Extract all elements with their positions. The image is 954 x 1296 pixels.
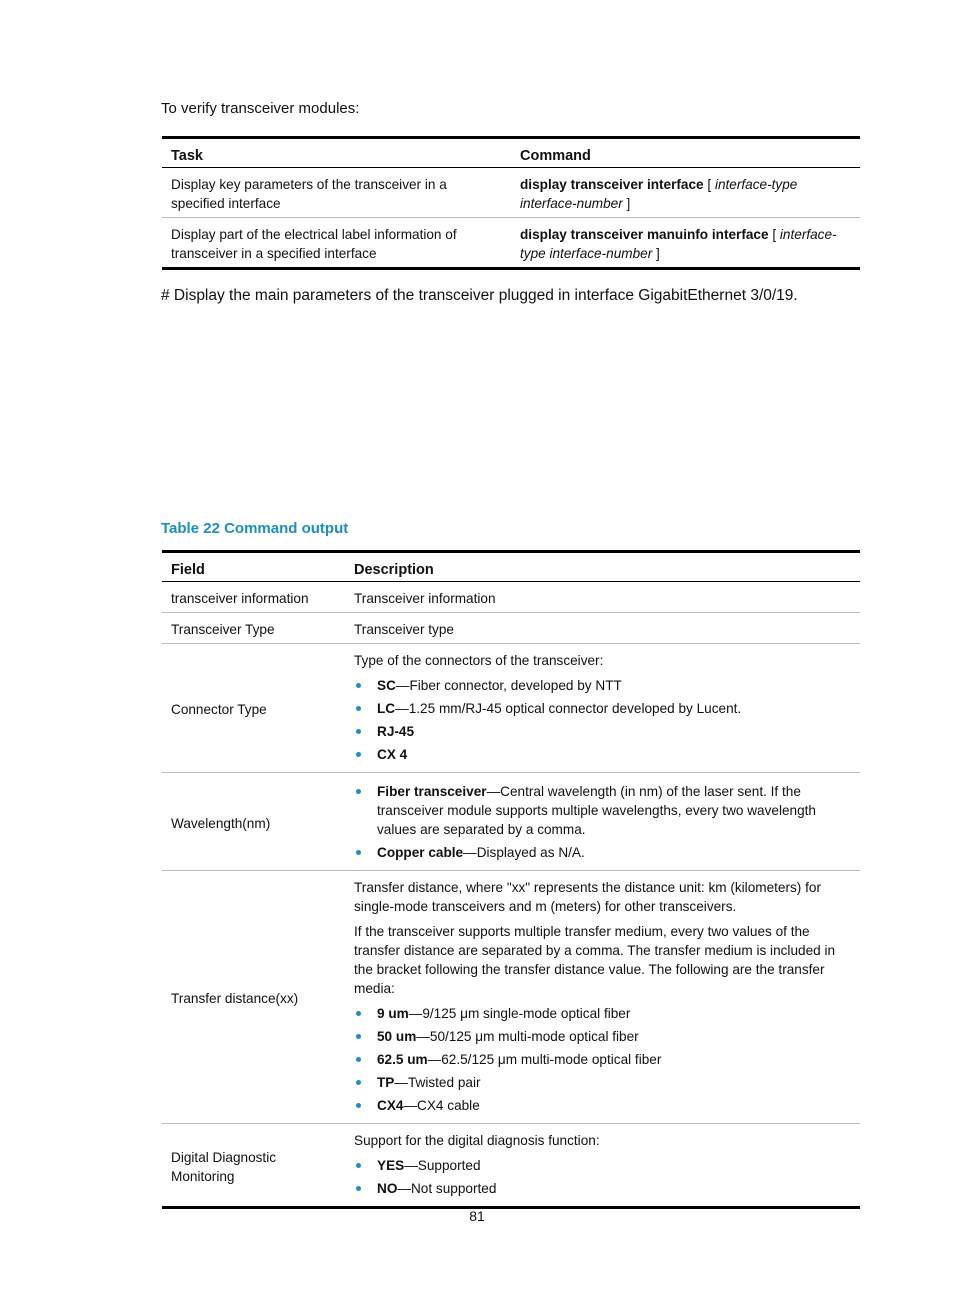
list-item <box>354 1004 852 1023</box>
item-text: —Not supported <box>397 1181 497 1196</box>
description-intro: Type of the connectors of the transceiver: <box>354 653 604 668</box>
item-text: —Twisted pair <box>394 1075 481 1090</box>
bullet-icon <box>356 1163 361 1168</box>
item-text: —CX4 cable <box>403 1098 480 1113</box>
table-row <box>162 582 860 613</box>
bracket-close: ] <box>622 196 631 211</box>
list-item <box>354 745 852 764</box>
bullet-icon <box>356 1080 361 1085</box>
bullet-icon <box>356 1034 361 1039</box>
description-cell: Transceiver information <box>345 582 860 613</box>
header-task: Task <box>162 138 511 168</box>
command-cell <box>511 218 860 269</box>
list-item <box>354 843 852 862</box>
intro-text: To verify transceiver modules: <box>161 100 360 117</box>
field-cell: Connector Type <box>162 644 345 773</box>
description-cell <box>345 773 860 871</box>
description-cell <box>345 871 860 1124</box>
item-term: YES <box>377 1158 405 1173</box>
item-term: SC <box>377 678 396 693</box>
item-text: —50/125 μm multi-mode optical fiber <box>416 1029 639 1044</box>
list-item <box>354 1179 852 1198</box>
bullet-list <box>354 676 852 764</box>
description-paragraph: Transfer distance, where "xx" represents the distance unit: km (kilometers) for single-mode transceivers and m (meters) for other transceivers. <box>354 880 821 914</box>
header-field: Field <box>162 552 345 582</box>
table-row <box>162 218 860 269</box>
task-cell: Display part of the electrical label information of transceiver in a specified interface <box>171 227 457 261</box>
description-cell <box>345 644 860 773</box>
table-row <box>162 871 860 1124</box>
page-number: 81 <box>469 1208 485 1224</box>
command-argument: interface-type interface-number <box>520 177 798 211</box>
field-cell: Transfer distance(xx) <box>162 871 345 1124</box>
bullet-list <box>354 1004 852 1115</box>
task-cell: Display key parameters of the transceiver in a specified interface <box>162 168 511 218</box>
list-item <box>354 1027 852 1046</box>
command-keyword: display transceiver interface <box>520 177 704 192</box>
header-description: Description <box>345 552 860 582</box>
description-cell <box>345 1124 860 1208</box>
list-item <box>354 722 852 741</box>
item-term: RJ-45 <box>377 724 415 739</box>
list-item <box>354 1156 852 1175</box>
table-row <box>162 1124 860 1208</box>
item-term: Copper cable <box>377 845 464 860</box>
table-caption: Table 22 Command output <box>161 520 349 537</box>
item-term: 9 um <box>377 1006 409 1021</box>
bracket-open: [ <box>703 177 715 192</box>
table-row <box>162 613 860 644</box>
header-command: Command <box>511 138 860 168</box>
description-cell: Transceiver type <box>345 613 860 644</box>
table-row <box>162 644 860 773</box>
field-cell: Wavelength(nm) <box>162 773 345 871</box>
field-cell: Digital Diagnostic Monitoring <box>171 1149 277 1184</box>
command-argument: interface-type interface-number <box>520 227 837 261</box>
item-term: CX4 <box>377 1098 404 1113</box>
item-term: Fiber transceiver <box>377 784 487 799</box>
bullet-list <box>354 782 852 862</box>
item-term: CX 4 <box>377 747 408 762</box>
bullet-icon <box>356 683 361 688</box>
command-keyword: display transceiver manuinfo interface <box>520 227 769 242</box>
command-output-table <box>162 550 860 1209</box>
item-term: 50 um <box>377 1029 417 1044</box>
list-item <box>354 676 852 695</box>
item-text: —1.25 mm/RJ-45 optical connector developed by Lucent. <box>395 701 742 716</box>
verify-command-table <box>162 136 860 270</box>
list-item <box>354 1073 852 1092</box>
item-text: —9/125 μm single-mode optical fiber <box>408 1006 631 1021</box>
item-text: —Displayed as N/A. <box>463 845 585 860</box>
list-item <box>354 1050 852 1069</box>
example-note: # Display the main parameters of the transceiver plugged in interface GigabitEthernet 3/0/19. <box>161 287 798 304</box>
item-text: —Supported <box>404 1158 481 1173</box>
table-row <box>162 773 860 871</box>
item-term: 62.5 um <box>377 1052 428 1067</box>
item-term: TP <box>377 1075 395 1090</box>
description-paragraph: If the transceiver supports multiple transfer medium, every two values of the transfer distance are separated by a comma. The transfer medium is included in the bracket following the transfer distance value. The following are the transfer media: <box>354 924 836 996</box>
bullet-list <box>354 1156 852 1198</box>
bullet-icon <box>356 1103 361 1108</box>
bullet-icon <box>356 1186 361 1191</box>
bracket-open: [ <box>768 227 780 242</box>
list-item <box>354 1096 852 1115</box>
item-text: —Fiber connector, developed by NTT <box>395 678 622 693</box>
command-cell <box>511 168 860 218</box>
bullet-icon <box>356 850 361 855</box>
list-item <box>354 782 852 839</box>
bullet-icon <box>356 1057 361 1062</box>
item-text: —62.5/125 μm multi-mode optical fiber <box>427 1052 662 1067</box>
bullet-icon <box>356 729 361 734</box>
field-cell: transceiver information <box>162 582 345 613</box>
table-row <box>162 168 860 218</box>
bullet-icon <box>356 706 361 711</box>
bullet-icon <box>356 789 361 794</box>
list-item <box>354 699 852 718</box>
description-intro: Support for the digital diagnosis function: <box>354 1133 600 1148</box>
bracket-close: ] <box>652 246 660 261</box>
item-term: NO <box>377 1181 398 1196</box>
item-text: —Central wavelength (in nm) of the laser sent. If the transceiver module supports multiple wavelengths, every two wavelength values are separated by a comma. <box>377 784 816 837</box>
field-cell: Transceiver Type <box>162 613 345 644</box>
bullet-icon <box>356 752 361 757</box>
item-term: LC <box>377 701 396 716</box>
bullet-icon <box>356 1011 361 1016</box>
